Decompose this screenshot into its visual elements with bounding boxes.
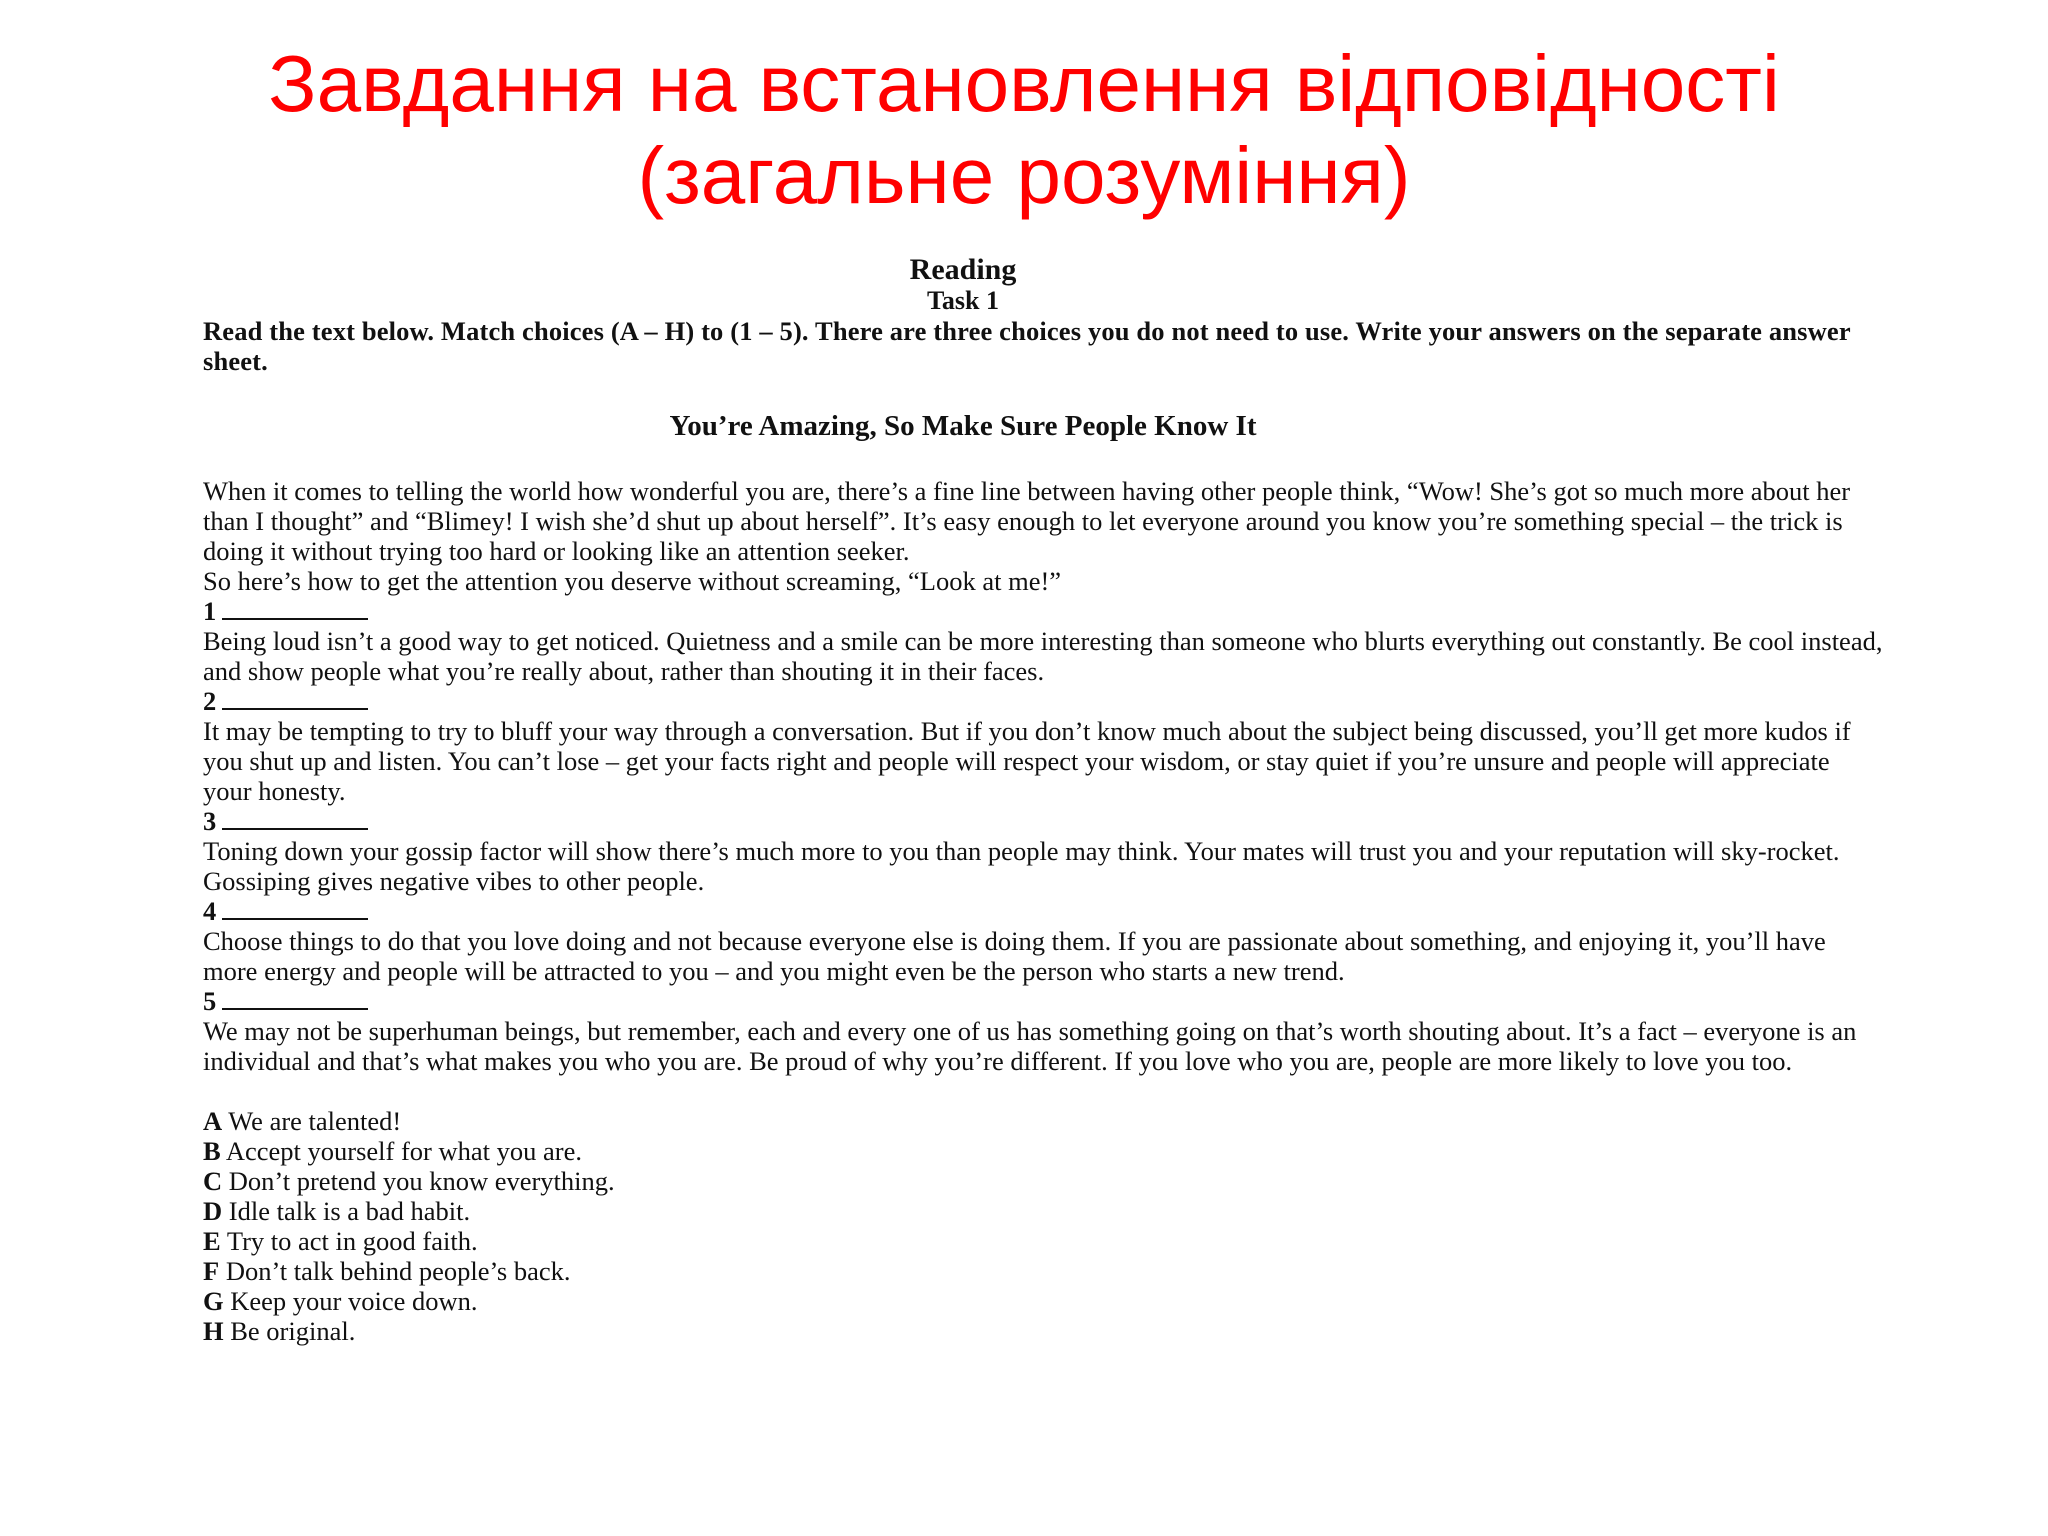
document-image bbox=[203, 254, 1883, 1346]
choice-item bbox=[203, 1106, 1883, 1136]
article-title: You’re Amazing, So Make Sure People Know It bbox=[669, 410, 1257, 442]
choice-item bbox=[203, 1286, 1883, 1316]
section-text: Toning down your gossip factor will show there’s much more to you than people may think. Your mates will trust you and your reputation will sky-rocket. Gossiping gives negative vibes to other people. bbox=[203, 836, 1840, 896]
choice-text: We are talented! bbox=[228, 1106, 402, 1136]
choice-letter: G bbox=[203, 1286, 224, 1316]
gap-number: 4 bbox=[203, 896, 217, 926]
choice-text: Idle talk is a bad habit. bbox=[228, 1196, 471, 1226]
choice-letter: E bbox=[203, 1226, 221, 1256]
choice-item bbox=[203, 1166, 1883, 1196]
choices-list bbox=[203, 1106, 1883, 1346]
section-text: It may be tempting to try to bluff your way through a conversation. But if you don’t know much about the subject being discussed, you’ll get more kudos if you shut up and listen. You can’t lose – get your facts right and people will respect your wisdom, or stay quiet if you’re unsure and people will appreciate your honesty. bbox=[203, 716, 1851, 806]
slide-title-line-1: Завдання на встановлення відповідності bbox=[268, 39, 1780, 128]
choice-letter: A bbox=[203, 1106, 223, 1136]
choice-letter: C bbox=[203, 1166, 223, 1196]
section-5 bbox=[203, 986, 1883, 1076]
slide-title-line-2: (загальне розуміння) bbox=[637, 131, 1411, 220]
answer-blank bbox=[222, 688, 368, 710]
section-text: Being loud isn’t a good way to get noticed. Quietness and a smile can be more interesting than someone who blurts everything out constantly. Be cool instead, and show people what you’re really about, rather than shouting it in their faces. bbox=[203, 626, 1883, 686]
choice-text: Be original. bbox=[230, 1316, 356, 1346]
gap-number: 3 bbox=[203, 806, 217, 836]
task-instructions: Read the text below. Match choices (A – H) to (1 – 5). There are three choices you do not need to use. Write your answers on the separate answer sheet. bbox=[203, 316, 1851, 376]
slide-title bbox=[0, 38, 2048, 222]
choice-letter: B bbox=[203, 1136, 221, 1166]
section-text: Choose things to do that you love doing and not because everyone else is doing them. If you are passionate about something, and enjoying it, you’ll have more energy and people will be attracted to you – and you might even be the person who starts a new trend. bbox=[203, 926, 1826, 986]
answer-blank bbox=[222, 898, 368, 920]
choice-text: Try to act in good faith. bbox=[226, 1226, 478, 1256]
choice-text: Don’t pretend you know everything. bbox=[228, 1166, 615, 1196]
section-4 bbox=[203, 896, 1883, 986]
choice-item bbox=[203, 1196, 1883, 1226]
task-heading: Task 1 bbox=[926, 286, 1000, 315]
intro-paragraph: When it comes to telling the world how wonderful you are, there’s a fine line between having other people think, “Wow! She’s got so much more about her than I thought” and “Blimey! I wish she’d shut up about herself”. It’s easy enough to let everyone around you know you’re something special – the trick is doing it without trying too hard or looking like an attention seeker. bbox=[203, 476, 1851, 566]
choice-letter: D bbox=[203, 1196, 223, 1226]
gap-number: 5 bbox=[203, 986, 217, 1016]
answer-blank bbox=[222, 598, 368, 620]
choice-text: Accept yourself for what you are. bbox=[225, 1136, 582, 1166]
section-1 bbox=[203, 596, 1883, 686]
gap-number: 1 bbox=[203, 596, 217, 626]
section-2 bbox=[203, 686, 1883, 806]
intro-line: So here’s how to get the attention you deserve without screaming, “Look at me!” bbox=[203, 566, 1062, 596]
choice-text: Keep your voice down. bbox=[230, 1286, 478, 1316]
answer-blank bbox=[222, 988, 368, 1010]
choice-letter: H bbox=[203, 1316, 224, 1346]
choice-item bbox=[203, 1316, 1883, 1346]
reading-heading: Reading bbox=[909, 253, 1017, 286]
choice-item bbox=[203, 1226, 1883, 1256]
gap-number: 2 bbox=[203, 686, 217, 716]
choice-text: Don’t talk behind people’s back. bbox=[225, 1256, 571, 1286]
choice-letter: F bbox=[203, 1256, 220, 1286]
choice-item bbox=[203, 1256, 1883, 1286]
section-text: We may not be superhuman beings, but remember, each and every one of us has something going on that’s worth shouting about. It’s a fact – everyone is an individual and that’s what makes you who you are. Be proud of why you’re different. If you love who you are, people are more likely to love you too. bbox=[203, 1016, 1857, 1076]
section-3 bbox=[203, 806, 1883, 896]
answer-blank bbox=[222, 808, 368, 830]
choice-item bbox=[203, 1136, 1883, 1166]
